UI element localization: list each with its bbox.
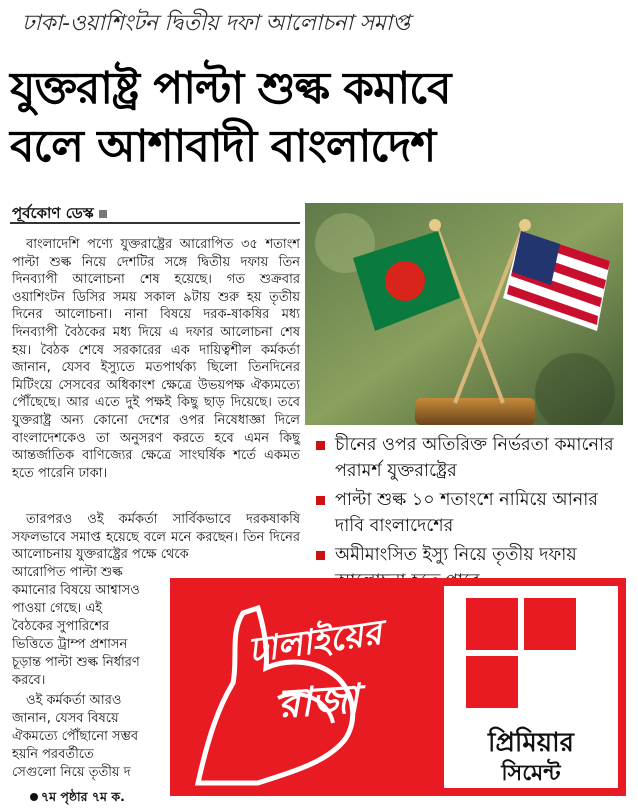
red-square-icon — [316, 551, 325, 560]
key-points — [316, 432, 628, 597]
paragraph-text: আরোপিত পাল্টা শুল্ক কমানোর বিষয়ে আশ্বাসও পাওয়া গেছে। এই বৈঠকের সুপারিশের ভিত্তিতে ট্রাম্প প্রশাসন চূড়ান্ত পাল্টা শুল্ক নির্ধারণ করবে। — [12, 565, 140, 688]
ad-logo — [178, 588, 418, 788]
key-point — [316, 487, 628, 539]
brand-squares-icon — [444, 586, 618, 716]
headline-line-1: যুক্তরাষ্ট্র পাল্টা শুল্ক কমাবে — [10, 63, 451, 114]
headline — [10, 60, 630, 176]
ad-slogan-line-1: ঢালাইয়ের — [245, 612, 385, 672]
article-paragraph-1 — [12, 236, 300, 482]
key-point-text: চীনের ওপর অতিরিক্ত নির্ভরতা কমানোর পরামর্শ যুক্তরাষ্ট্রের — [335, 435, 614, 481]
paragraph-text: তারপরও ওই কর্মকর্তা সার্বিকভাবে দরকষাকষি সফলভাবে সমাপ্ত হয়েছে বলে মনে করছেন। তিন দিনের আলোচনায় যুক্তরাষ্ট্রের পক্ষে থেকে — [12, 512, 300, 563]
red-square-icon — [316, 496, 325, 505]
flags-photo — [305, 203, 623, 425]
continued-note — [30, 789, 125, 809]
article-paragraph-2 — [12, 511, 300, 564]
bullet-dot-icon — [30, 793, 38, 801]
brand-product: সিমেন্ট — [501, 761, 561, 786]
headline-line-2: বলে আশাবাদী বাংলাদেশ — [10, 121, 436, 172]
cement-advertisement[interactable] — [170, 578, 626, 796]
kicker: ঢাকা-ওয়াশিংটন দ্বিতীয় দফা আলোচনা সমাপ্ত — [22, 11, 410, 36]
red-square-icon — [316, 441, 325, 450]
brand-panel — [444, 586, 618, 788]
article-narrow-column — [12, 564, 140, 782]
paragraph-text: ওই কর্মকর্তা আরও জানান, যেসব বিষয়ে ঐকমত্যে পৌঁছানো সম্ভব হয়নি পরবর্তীতে সেগুলো নিয়ে তৃতীয় দ — [12, 693, 139, 780]
divider — [10, 222, 300, 224]
square-icon — [99, 210, 107, 218]
key-point — [316, 432, 628, 484]
byline-text: পূর্বকোণ ডেস্ক — [12, 204, 94, 222]
key-point-text: অমীমাংসিত ইস্যু নিয়ে তৃতীয় দফায় — [335, 545, 577, 565]
continued-text: ৭ম পৃষ্ঠার ৭ম ক. — [41, 789, 125, 804]
paragraph-text: বাংলাদেশি পণ্যে যুক্তরাষ্ট্রের আরোপিত ৩৫ শতাংশ পাল্টা শুল্ক নিয়ে দেশটির সঙ্গে দ্বিতীয় দফায় তিন দিনব্যাপী আলোচনা শেষ হয়েছে। গত শুক্রবার ওয়াশিংটন ডিসির সময় সকাল ৯টায় শুরু হয় তৃতীয় দিনের আলোচনা। নানা বিষয়ে দরক-ষাকষির মধ্য দিনব্যাপী বৈঠকের মধ্য দিয়ে এ দফার আলোচনা শেষ হয়। বৈঠক শেষে সরকারের এক দায়িত্বশীল কর্মকর্তা জানান, যেসব ইস্যুতে মতপার্থক্য ছিলো তিনদিনের মিটিংয়ে সেসবের অধিকাংশ ক্ষেত্রে উভয়পক্ষ ঐক্যমত্যে পৌঁছেছে। আর এতে দুই পক্ষই কিছু ছাড় দিয়েছে। তবে যুক্তরাষ্ট্র অন্য কোনো দেশের ওপর নিষেধাজ্ঞা দিলে বাংলাদেশকেও তা অনুসরণ করতে হবে এমন কিছু আন্তর্জাতিক বাণিজ্যের ক্ষেত্রে সাংঘর্ষিক শর্তে একমত হতে পারেনি ঢাকা। — [12, 237, 300, 481]
flags-photo-svg — [305, 203, 623, 425]
key-point-text: পাল্টা শুল্ক ১০ শতাংশে নামিয়ে আনার দাবি বাংলাদেশের — [335, 490, 598, 536]
brand-name: প্রিমিয়ার — [488, 728, 574, 758]
ad-slogan-line-2: রাজা — [276, 676, 361, 728]
